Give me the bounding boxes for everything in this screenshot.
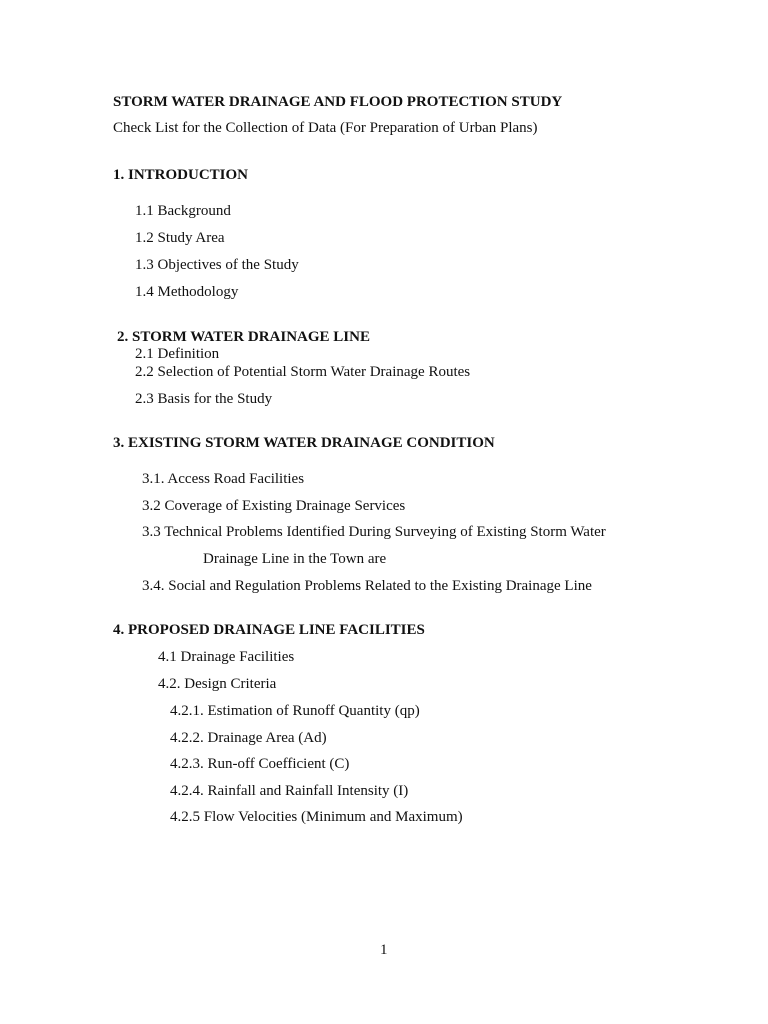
- list-subitem: 4.2.1. Estimation of Runoff Quantity (qp): [170, 703, 420, 719]
- list-item: 3.4. Social and Regulation Problems Related to the Existing Drainage Line: [142, 578, 592, 594]
- list-item: 1.1 Background: [135, 203, 231, 219]
- list-item: 2.3 Basis for the Study: [135, 391, 273, 407]
- list-subitem: 4.2.3. Run-off Coefficient (C): [170, 756, 350, 772]
- list-item: 1.3 Objectives of the Study: [135, 257, 299, 273]
- list-item: 2.1 Definition: [135, 346, 220, 362]
- list-item: 3.2 Coverage of Existing Drainage Services: [142, 498, 406, 514]
- section-heading-proposed-facilities: 4. PROPOSED DRAINAGE LINE FACILITIES: [113, 622, 425, 638]
- section-heading-drainage-line: 2. STORM WATER DRAINAGE LINE: [117, 329, 370, 345]
- section-heading-existing-condition: 3. EXISTING STORM WATER DRAINAGE CONDITION: [113, 435, 495, 451]
- list-subitem: 4.2.2. Drainage Area (Ad): [170, 730, 327, 746]
- list-item: 4.1 Drainage Facilities: [158, 649, 295, 665]
- list-item: 4.2. Design Criteria: [158, 676, 277, 692]
- list-item: 1.4 Methodology: [135, 284, 239, 300]
- page-number: 1: [380, 942, 388, 958]
- list-item: 3.1. Access Road Facilities: [142, 471, 305, 487]
- list-item: 3.3 Technical Problems Identified During Surveying of Existing Storm Water: [142, 524, 606, 540]
- list-item: 2.2 Selection of Potential Storm Water Drainage Routes: [135, 364, 471, 380]
- list-item-continuation: Drainage Line in the Town are: [203, 551, 387, 567]
- list-item: 1.2 Study Area: [135, 230, 225, 246]
- list-subitem: 4.2.4. Rainfall and Rainfall Intensity (I): [170, 783, 409, 799]
- section-heading-introduction: 1. INTRODUCTION: [113, 167, 249, 183]
- list-subitem: 4.2.5 Flow Velocities (Minimum and Maximum): [170, 809, 463, 825]
- document-title: STORM WATER DRAINAGE AND FLOOD PROTECTION STUDY: [113, 94, 563, 110]
- document-subtitle: Check List for the Collection of Data (For Preparation of Urban Plans): [113, 120, 538, 136]
